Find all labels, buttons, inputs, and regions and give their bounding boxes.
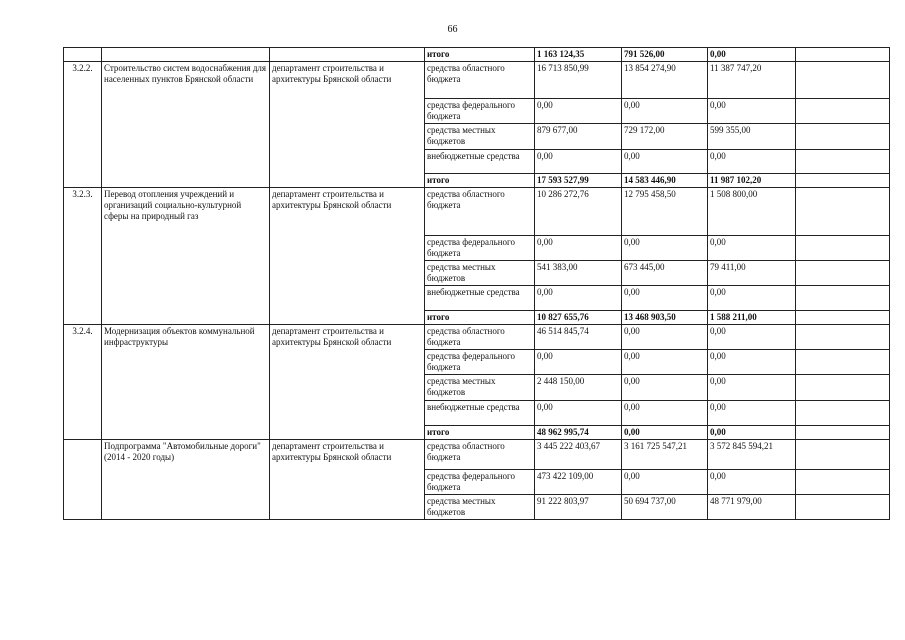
- amount-cell-4: [796, 401, 890, 426]
- amount-cell-1: 0,00: [535, 350, 622, 375]
- amount-cell-3: 3 572 845 594,21: [708, 440, 796, 470]
- amount-cell-2: 0,00: [622, 325, 708, 350]
- table-row: [64, 325, 890, 350]
- amount-cell-3: 0,00: [708, 99, 796, 124]
- department-cell: департамент строительства и архитектуры Брянской области: [270, 62, 425, 188]
- page-number: 66: [447, 24, 458, 35]
- amount-cell-2: 0,00: [622, 99, 708, 124]
- amount-cell-3: 0,00: [708, 48, 796, 62]
- amount-cell-3: 0,00: [708, 401, 796, 426]
- amount-cell-2: 729 172,00: [622, 124, 708, 150]
- amount-cell-2: 0,00: [622, 375, 708, 401]
- amount-cell-1: 91 222 803,97: [535, 495, 622, 520]
- amount-cell-3: 11 987 102,20: [708, 174, 796, 188]
- amount-cell-4: [796, 426, 890, 440]
- amount-cell-4: [796, 286, 890, 311]
- amount-cell-1: 1 163 124,35: [535, 48, 622, 62]
- table-row: [64, 188, 890, 236]
- amount-cell-3: 0,00: [708, 426, 796, 440]
- amount-cell-3: 0,00: [708, 350, 796, 375]
- amount-cell-1: 16 713 850,99: [535, 62, 622, 99]
- amount-cell-1: 473 422 109,00: [535, 470, 622, 495]
- amount-cell-3: 599 355,00: [708, 124, 796, 150]
- amount-cell-1: 48 962 995,74: [535, 426, 622, 440]
- amount-cell-4: [796, 236, 890, 261]
- amount-cell-4: [796, 99, 890, 124]
- funding-source-cell: средства федерального бюджета: [425, 470, 535, 495]
- amount-cell-3: 1 588 211,00: [708, 311, 796, 325]
- amount-cell-2: 12 795 458,50: [622, 188, 708, 236]
- item-name-cell: Модернизация объектов коммунальной инфраструктуры: [102, 325, 270, 440]
- amount-cell-1: 0,00: [535, 236, 622, 261]
- funding-source-cell: средства областного бюджета: [425, 188, 535, 236]
- amount-cell-1: 879 677,00: [535, 124, 622, 150]
- funding-source-cell: итого: [425, 311, 535, 325]
- table-row: [64, 62, 890, 99]
- funding-source-cell: средства областного бюджета: [425, 62, 535, 99]
- amount-cell-1: 17 593 527,99: [535, 174, 622, 188]
- amount-cell-4: [796, 495, 890, 520]
- total-row: [64, 48, 890, 62]
- funding-source-cell: средства федерального бюджета: [425, 350, 535, 375]
- funding-source-cell: средства местных бюджетов: [425, 495, 535, 520]
- amount-cell-4: [796, 261, 890, 286]
- funding-source-cell: итого: [425, 426, 535, 440]
- amount-cell-2: 50 694 737,00: [622, 495, 708, 520]
- department-cell: департамент строительства и архитектуры Брянской области: [270, 440, 425, 520]
- amount-cell-4: [796, 150, 890, 174]
- item-name-cell: Подпрограмма "Автомобильные дороги" (2014 - 2020 годы): [102, 440, 270, 520]
- amount-cell-3: 0,00: [708, 375, 796, 401]
- amount-cell-4: [796, 375, 890, 401]
- amount-cell-3: 11 387 747,20: [708, 62, 796, 99]
- item-code-cell: [64, 440, 102, 520]
- department-cell: департамент строительства и архитектуры Брянской области: [270, 325, 425, 440]
- amount-cell-2: 0,00: [622, 350, 708, 375]
- funding-source-cell: средства федерального бюджета: [425, 99, 535, 124]
- funding-source-cell: итого: [425, 48, 535, 62]
- amount-cell-3: 79 411,00: [708, 261, 796, 286]
- amount-cell-1: 0,00: [535, 99, 622, 124]
- amount-cell-3: 48 771 979,00: [708, 495, 796, 520]
- funding-source-cell: средства местных бюджетов: [425, 124, 535, 150]
- amount-cell-3: 0,00: [708, 150, 796, 174]
- funding-source-cell: внебюджетные средства: [425, 286, 535, 311]
- funding-source-cell: внебюджетные средства: [425, 401, 535, 426]
- budget-table: [63, 47, 890, 520]
- amount-cell-4: [796, 62, 890, 99]
- amount-cell-3: 1 508 800,00: [708, 188, 796, 236]
- amount-cell-2: 3 161 725 547,21: [622, 440, 708, 470]
- amount-cell-4: [796, 311, 890, 325]
- amount-cell-4: [796, 174, 890, 188]
- funding-source-cell: итого: [425, 174, 535, 188]
- item-name-cell: Перевод отопления учреждений и организаций социально-культурной сферы на природный газ: [102, 188, 270, 325]
- funding-source-cell: средства областного бюджета: [425, 325, 535, 350]
- item-name-cell: Строительство систем водоснабжения для населенных пунктов Брянской области: [102, 62, 270, 188]
- amount-cell-4: [796, 124, 890, 150]
- funding-source-cell: средства областного бюджета: [425, 440, 535, 470]
- department-cell: [270, 48, 425, 62]
- amount-cell-1: 10 827 655,76: [535, 311, 622, 325]
- amount-cell-2: 0,00: [622, 286, 708, 311]
- amount-cell-1: 2 448 150,00: [535, 375, 622, 401]
- department-cell: департамент строительства и архитектуры Брянской области: [270, 188, 425, 325]
- table-row: [64, 440, 890, 470]
- amount-cell-2: 0,00: [622, 236, 708, 261]
- amount-cell-4: [796, 48, 890, 62]
- amount-cell-1: 0,00: [535, 401, 622, 426]
- amount-cell-2: 0,00: [622, 426, 708, 440]
- amount-cell-4: [796, 440, 890, 470]
- amount-cell-4: [796, 470, 890, 495]
- item-name-cell: [102, 48, 270, 62]
- funding-source-cell: внебюджетные средства: [425, 150, 535, 174]
- amount-cell-2: 0,00: [622, 150, 708, 174]
- amount-cell-1: 0,00: [535, 286, 622, 311]
- amount-cell-1: 0,00: [535, 150, 622, 174]
- amount-cell-4: [796, 188, 890, 236]
- amount-cell-1: 3 445 222 403,67: [535, 440, 622, 470]
- amount-cell-2: 673 445,00: [622, 261, 708, 286]
- amount-cell-3: 0,00: [708, 286, 796, 311]
- amount-cell-2: 14 583 446,90: [622, 174, 708, 188]
- item-code-cell: 3.2.3.: [64, 188, 102, 325]
- amount-cell-3: 0,00: [708, 236, 796, 261]
- amount-cell-2: 13 468 903,50: [622, 311, 708, 325]
- amount-cell-3: 0,00: [708, 325, 796, 350]
- amount-cell-1: 46 514 845,74: [535, 325, 622, 350]
- item-code-cell: 3.2.2.: [64, 62, 102, 188]
- amount-cell-2: 13 854 274,90: [622, 62, 708, 99]
- item-code-cell: [64, 48, 102, 62]
- amount-cell-2: 791 526,00: [622, 48, 708, 62]
- amount-cell-2: 0,00: [622, 470, 708, 495]
- amount-cell-1: 541 383,00: [535, 261, 622, 286]
- funding-source-cell: средства федерального бюджета: [425, 236, 535, 261]
- funding-source-cell: средства местных бюджетов: [425, 375, 535, 401]
- item-code-cell: 3.2.4.: [64, 325, 102, 440]
- amount-cell-2: 0,00: [622, 401, 708, 426]
- amount-cell-3: 0,00: [708, 470, 796, 495]
- amount-cell-4: [796, 350, 890, 375]
- funding-source-cell: средства местных бюджетов: [425, 261, 535, 286]
- amount-cell-4: [796, 325, 890, 350]
- amount-cell-1: 10 286 272,76: [535, 188, 622, 236]
